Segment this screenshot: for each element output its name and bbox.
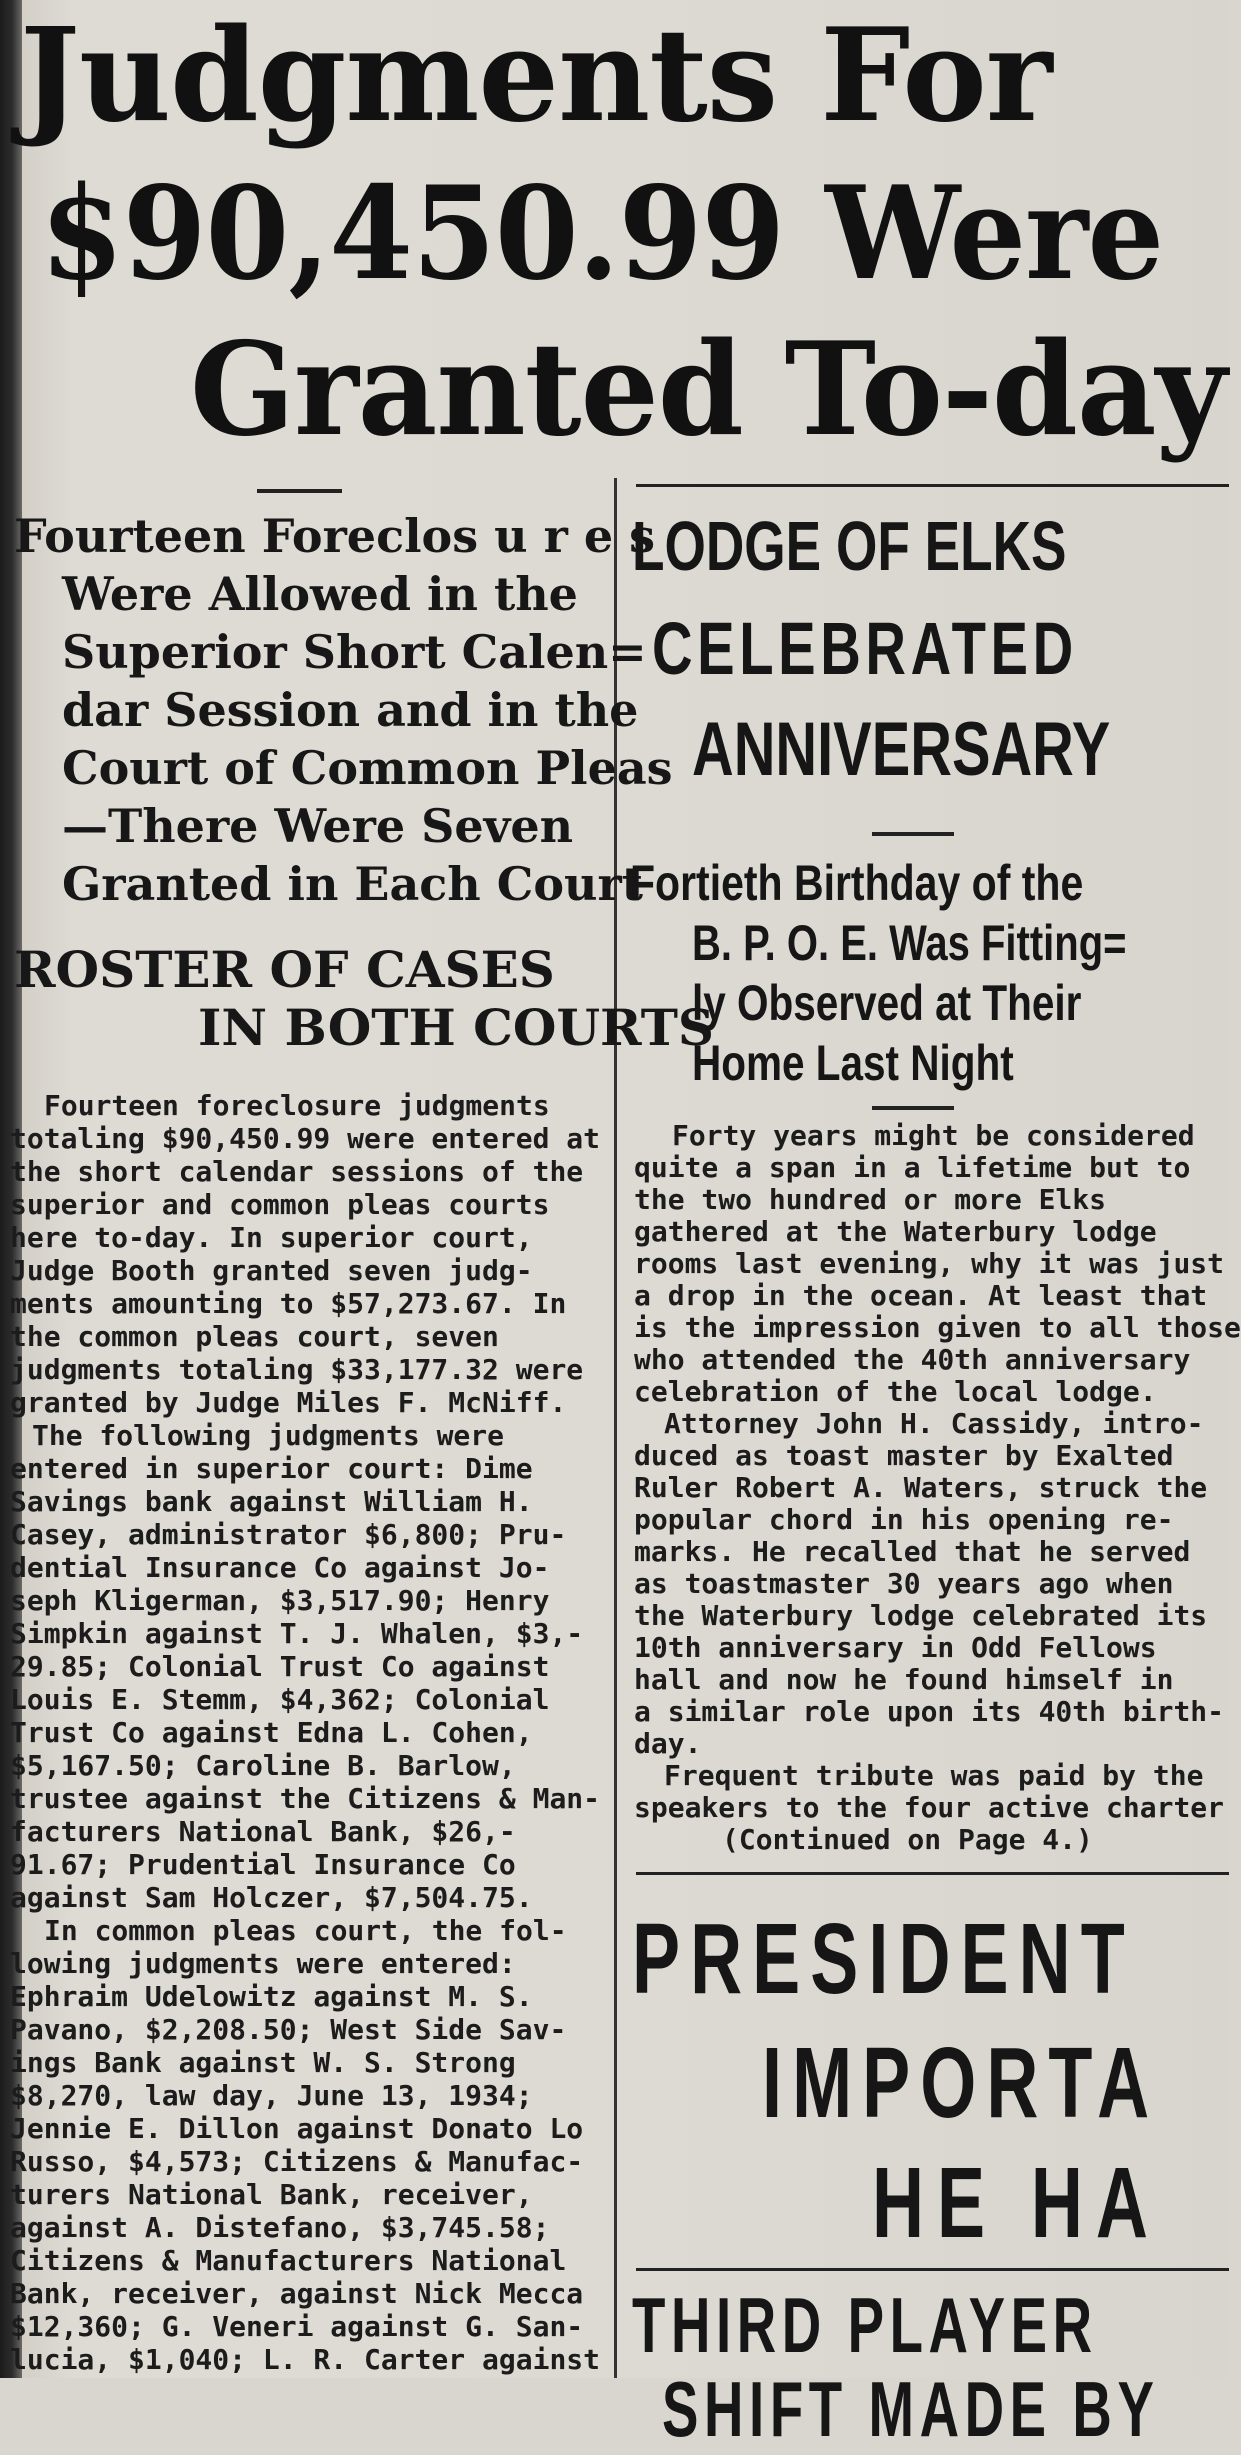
deck-line: —There Were Seven bbox=[62, 799, 574, 853]
body-line: against A. Distefano, $3,745.58; bbox=[10, 2211, 550, 2244]
elks-top-rule bbox=[636, 484, 1229, 487]
body-line: Forty years might be considered bbox=[672, 1119, 1195, 1152]
body-line: lucia, $1,040; L. R. Carter against bbox=[10, 2343, 601, 2376]
body-line: hall and now he found himself in bbox=[634, 1663, 1174, 1696]
body-line: who attended the 40th anniversary bbox=[634, 1343, 1191, 1376]
body-line: duced as toast master by Exalted bbox=[634, 1439, 1174, 1472]
body-line: $8,270, law day, June 13, 1934; bbox=[10, 2079, 533, 2112]
elks-headline-line-1: LODGE OF ELKS bbox=[632, 507, 1067, 585]
body-line: judgments totaling $33,177.32 were bbox=[10, 1353, 584, 1386]
body-line: a drop in the ocean. At least that bbox=[634, 1279, 1208, 1312]
body-line: Frequent tribute was paid by the bbox=[664, 1759, 1204, 1792]
third-player-headline-line-1: THIRD PLAYER bbox=[632, 2281, 1098, 2369]
body-line: speakers to the four active charter bbox=[634, 1791, 1225, 1824]
deck-line: Fourteen Foreclos u r e s bbox=[14, 509, 656, 563]
elks-deck-line: B. P. O. E. Was Fitting= bbox=[692, 915, 1127, 971]
body-line: 91.67; Prudential Insurance Co bbox=[10, 1848, 516, 1881]
subhead-line: IN BOTH COURTS bbox=[198, 998, 715, 1057]
body-line: Savings bank against William H. bbox=[10, 1485, 533, 1518]
body-line: 29.85; Colonial Trust Co against bbox=[10, 1650, 550, 1683]
body-line: totaling $90,450.99 were entered at bbox=[10, 1122, 601, 1155]
body-line: day. bbox=[634, 1727, 702, 1760]
body-line: superior and common pleas courts bbox=[10, 1188, 550, 1221]
body-line: Trust Co against Edna L. Cohen, bbox=[10, 1716, 533, 1749]
president-headline-line-3: HE HA bbox=[872, 2147, 1161, 2259]
body-line: against Sam Holczer, $7,504.75. bbox=[10, 1881, 533, 1914]
deck-top-rule bbox=[257, 489, 342, 493]
body-line: facturers National Bank, $26,- bbox=[10, 1815, 516, 1848]
body-line: turers National Bank, receiver, bbox=[10, 2178, 533, 2211]
elks-deck-line: Home Last Night bbox=[692, 1035, 1014, 1091]
body-line: entered in superior court: Dime bbox=[10, 1452, 533, 1485]
right-column bbox=[622, 0, 1241, 2453]
president-headline-line-1: PRESIDENT bbox=[632, 1903, 1135, 2015]
body-line: Ruler Robert A. Waters, struck the bbox=[634, 1471, 1208, 1504]
body-line: is the impression given to all those bbox=[634, 1311, 1241, 1344]
body-line: marks. He recalled that he served bbox=[634, 1535, 1191, 1568]
body-line: Simpkin against T. J. Whalen, $3,- bbox=[10, 1617, 584, 1650]
body-line: dential Insurance Co against Jo- bbox=[10, 1551, 550, 1584]
body-line: quite a span in a lifetime but to bbox=[634, 1151, 1191, 1184]
third-player-headline-line-2: SHIFT MADE BY bbox=[662, 2365, 1160, 2453]
body-line: trustee against the Citizens & Man- bbox=[10, 1782, 601, 1815]
body-line: 10th anniversary in Odd Fellows bbox=[634, 1631, 1157, 1664]
main-headline-line-2: $90,450.99 Were bbox=[40, 159, 1164, 309]
president-headline-line-2: IMPORTA bbox=[762, 2027, 1160, 2139]
elks-deck-line: ly Observed at Their bbox=[692, 975, 1082, 1031]
body-line: a similar role upon its 40th birth- bbox=[634, 1695, 1225, 1728]
body-line: popular chord in his opening re- bbox=[634, 1503, 1174, 1536]
body-line: Casey, administrator $6,800; Pru- bbox=[10, 1518, 567, 1551]
body-line: Russo, $4,573; Citizens & Manufac- bbox=[10, 2145, 584, 2178]
body-line: $12,360; G. Veneri against G. San- bbox=[10, 2310, 584, 2343]
body-line: $5,167.50; Caroline B. Barlow, bbox=[10, 1749, 516, 1782]
body-line: In common pleas court, the fol- bbox=[44, 1914, 567, 1947]
body-line: Jennie E. Dillon against Donato Lo bbox=[10, 2112, 584, 2145]
elks-body-rule bbox=[872, 1106, 954, 1110]
body-line: Fourteen foreclosure judgments bbox=[44, 1089, 550, 1122]
body-line: gathered at the Waterbury lodge bbox=[634, 1215, 1157, 1248]
president-top-rule bbox=[636, 1872, 1229, 1875]
body-line: Bank, receiver, against Nick Mecca bbox=[10, 2277, 584, 2310]
elks-deck-rule bbox=[872, 832, 954, 836]
deck-line: Were Allowed in the bbox=[62, 567, 578, 621]
body-line: Ephraim Udelowitz against M. S. bbox=[10, 1980, 533, 2013]
elks-headline-line-2: CELEBRATED bbox=[652, 607, 1078, 690]
body-line: the Waterbury lodge celebrated its bbox=[634, 1599, 1208, 1632]
deck-line: Superior Short Calen= bbox=[62, 625, 647, 679]
main-headline-line-3: Granted To-day bbox=[190, 315, 1227, 465]
body-line: celebration of the local lodge. bbox=[634, 1375, 1157, 1408]
body-line: granted by Judge Miles F. McNiff. bbox=[10, 1386, 567, 1419]
elks-headline-line-3: ANNIVERSARY bbox=[692, 707, 1111, 792]
body-line: as toastmaster 30 years ago when bbox=[634, 1567, 1174, 1600]
body-line: rooms last evening, why it was just bbox=[634, 1247, 1225, 1280]
body-line: the short calendar sessions of the bbox=[10, 1155, 584, 1188]
body-line: here to-day. In superior court, bbox=[10, 1221, 533, 1254]
body-line: the two hundred or more Elks bbox=[634, 1183, 1107, 1216]
body-line: ments amounting to $57,273.67. In bbox=[10, 1287, 567, 1320]
body-line: the common pleas court, seven bbox=[10, 1320, 499, 1353]
elks-deck-line: Fortieth Birthday of the bbox=[630, 855, 1084, 911]
deck-line: Court of Common Pleas bbox=[62, 741, 673, 795]
body-line: seph Kligerman, $3,517.90; Henry bbox=[10, 1584, 550, 1617]
body-line: The following judgments were bbox=[32, 1419, 505, 1452]
body-line: Attorney John H. Cassidy, intro- bbox=[664, 1407, 1204, 1440]
continued-note: (Continued on Page 4.) bbox=[722, 1823, 1093, 1856]
subhead-line: ROSTER OF CASES bbox=[14, 940, 555, 999]
body-line: ings Bank against W. S. Strong bbox=[10, 2046, 516, 2079]
third-player-top-rule bbox=[636, 2268, 1229, 2271]
main-headline-line-1: Judgments For bbox=[20, 1, 1052, 151]
body-line: Louis E. Stemm, $4,362; Colonial bbox=[10, 1683, 550, 1716]
body-line: Citizens & Manufacturers National bbox=[10, 2244, 567, 2277]
body-line: Pavano, $2,208.50; West Side Sav- bbox=[10, 2013, 567, 2046]
deck-line: Granted in Each Court bbox=[62, 857, 643, 911]
deck-line: dar Session and in the bbox=[62, 683, 639, 737]
body-line: lowing judgments were entered: bbox=[10, 1947, 516, 1980]
body-line: Judge Booth granted seven judg- bbox=[10, 1254, 533, 1287]
